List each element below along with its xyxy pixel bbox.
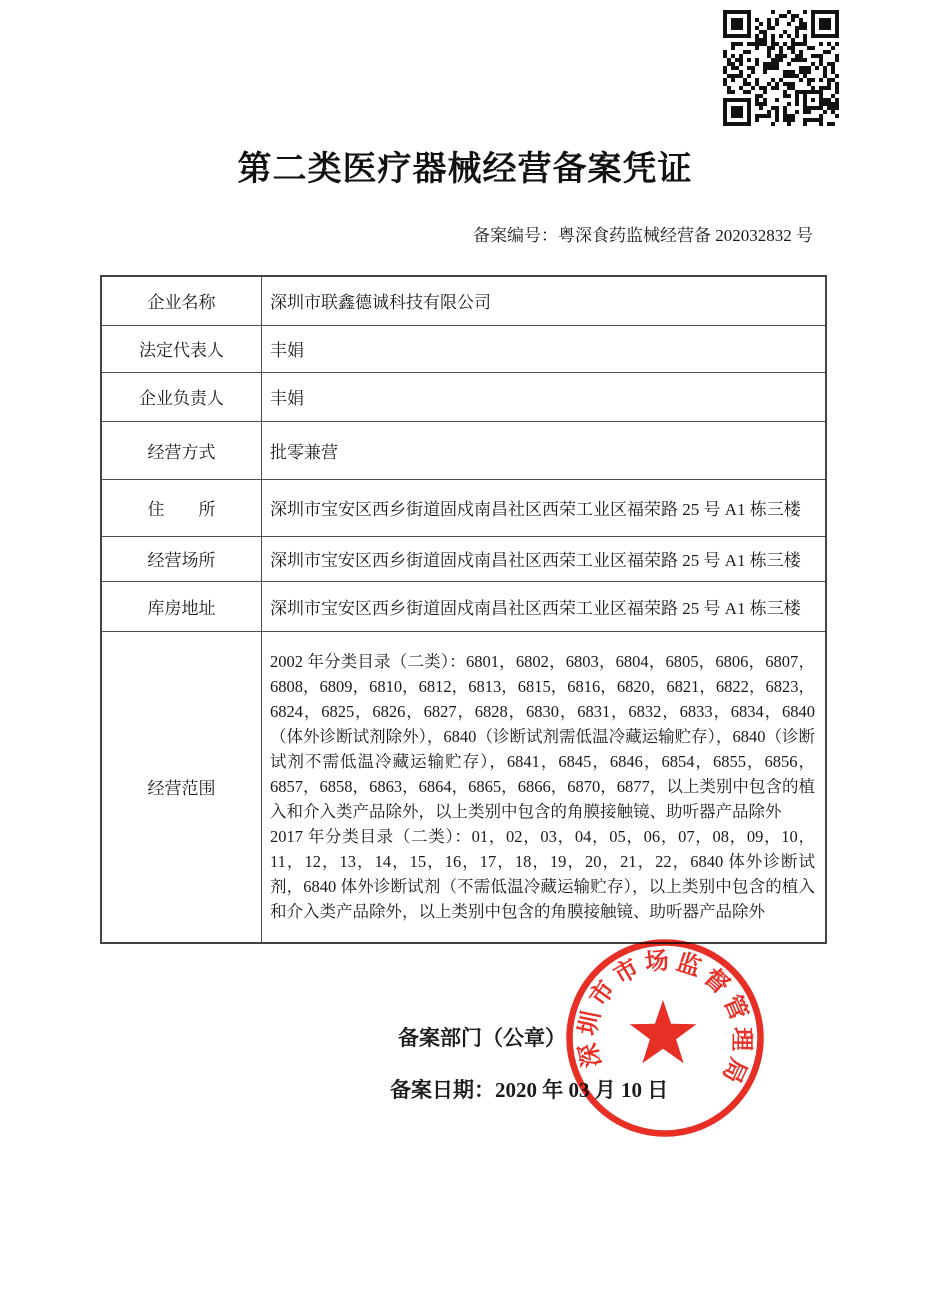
row-value [262, 631, 827, 943]
row-label: 经营方式 [101, 421, 262, 479]
row-value: 批零兼营 [262, 421, 827, 479]
table-row [101, 325, 826, 372]
row-value: 深圳市联鑫德诚科技有限公司 [262, 276, 827, 325]
row-value: 深圳市宝安区西乡街道固戍南昌社区西荣工业区福荣路 25 号 A1 栋三楼 [262, 536, 827, 581]
row-label: 经营场所 [101, 536, 262, 581]
filing-department-label: 备案部门（公章） [398, 1026, 566, 1050]
filing-number: 备案编号：粤深食药监械经营备 202032832 号 [473, 226, 813, 245]
star-icon [630, 1000, 697, 1063]
row-label: 法定代表人 [101, 325, 262, 372]
row-value: 丰娟 [262, 372, 827, 421]
row-value: 丰娟 [262, 325, 827, 372]
qr-code-icon [723, 10, 839, 126]
svg-text:深: 深 [575, 1040, 607, 1070]
certificate-table [100, 275, 827, 944]
row-label: 企业名称 [101, 276, 262, 325]
table-row [101, 276, 826, 325]
table-row [101, 536, 826, 581]
svg-text:监: 监 [673, 949, 705, 982]
table-row [101, 581, 826, 631]
svg-text:督: 督 [698, 964, 734, 1000]
svg-text:圳: 圳 [575, 1008, 606, 1038]
row-label: 经营范围 [101, 631, 262, 943]
page-title: 第二类医疗器械经营备案凭证 [237, 150, 693, 188]
svg-text:市: 市 [585, 976, 621, 1012]
svg-text:局: 局 [717, 1053, 751, 1087]
row-label: 住 所 [101, 479, 262, 536]
filing-date: 备案日期：2020 年 03 月 10 日 [390, 1078, 669, 1102]
scope-paragraph-2002: 2002 年分类目录（二类）：6801，6802，6803，6804，6805，6806，6807，6808，6809，6810，6812，6813，6815，6816，6820，6821，6822，6823，6824，6825，6826，6827，6828，6830，6831，6832，6833，6834，6840（体外诊断试剂除外），6840（诊断试剂需低温冷藏运输贮存），6840（诊断试剂不需低温冷藏运输贮存），6841，6845，6846，6854，6855，6856，6857，6858，6863，6864，6865，6866，6870，6877，以上类别中包含的植入和介入类产品除外，以上类别中包含的角膜接触镜、助听器产品除外 [270, 652, 815, 822]
table-row [101, 421, 826, 479]
row-label: 企业负责人 [101, 372, 262, 421]
row-value: 深圳市宝安区西乡街道固戍南昌社区西荣工业区福荣路 25 号 A1 栋三楼 [262, 581, 827, 631]
row-label: 库房地址 [101, 581, 262, 631]
svg-text:场: 场 [643, 948, 671, 977]
official-seal-stamp [559, 932, 771, 1144]
table-row [101, 479, 826, 536]
svg-text:理: 理 [727, 1026, 755, 1052]
svg-text:管: 管 [718, 991, 752, 1024]
table-row [101, 372, 826, 421]
row-value: 深圳市宝安区西乡街道固戍南昌社区西荣工业区福荣路 25 号 A1 栋三楼 [262, 479, 827, 536]
table-row-business-scope [101, 631, 826, 943]
scope-paragraph-2017: 2017 年分类目录（二类）：01，02，03，04，05，06，07，08，09，10，11，12，13，14，15，16，17，18，19，20，21，22，6840 体外诊断试剂，6840 体外诊断试剂（不需低温冷藏运输贮存），以上类别中包含的植入和介入类产品除外，以上类别中包含的角膜接触镜、助听器产品除外 [270, 827, 815, 922]
svg-text:市: 市 [609, 955, 644, 990]
